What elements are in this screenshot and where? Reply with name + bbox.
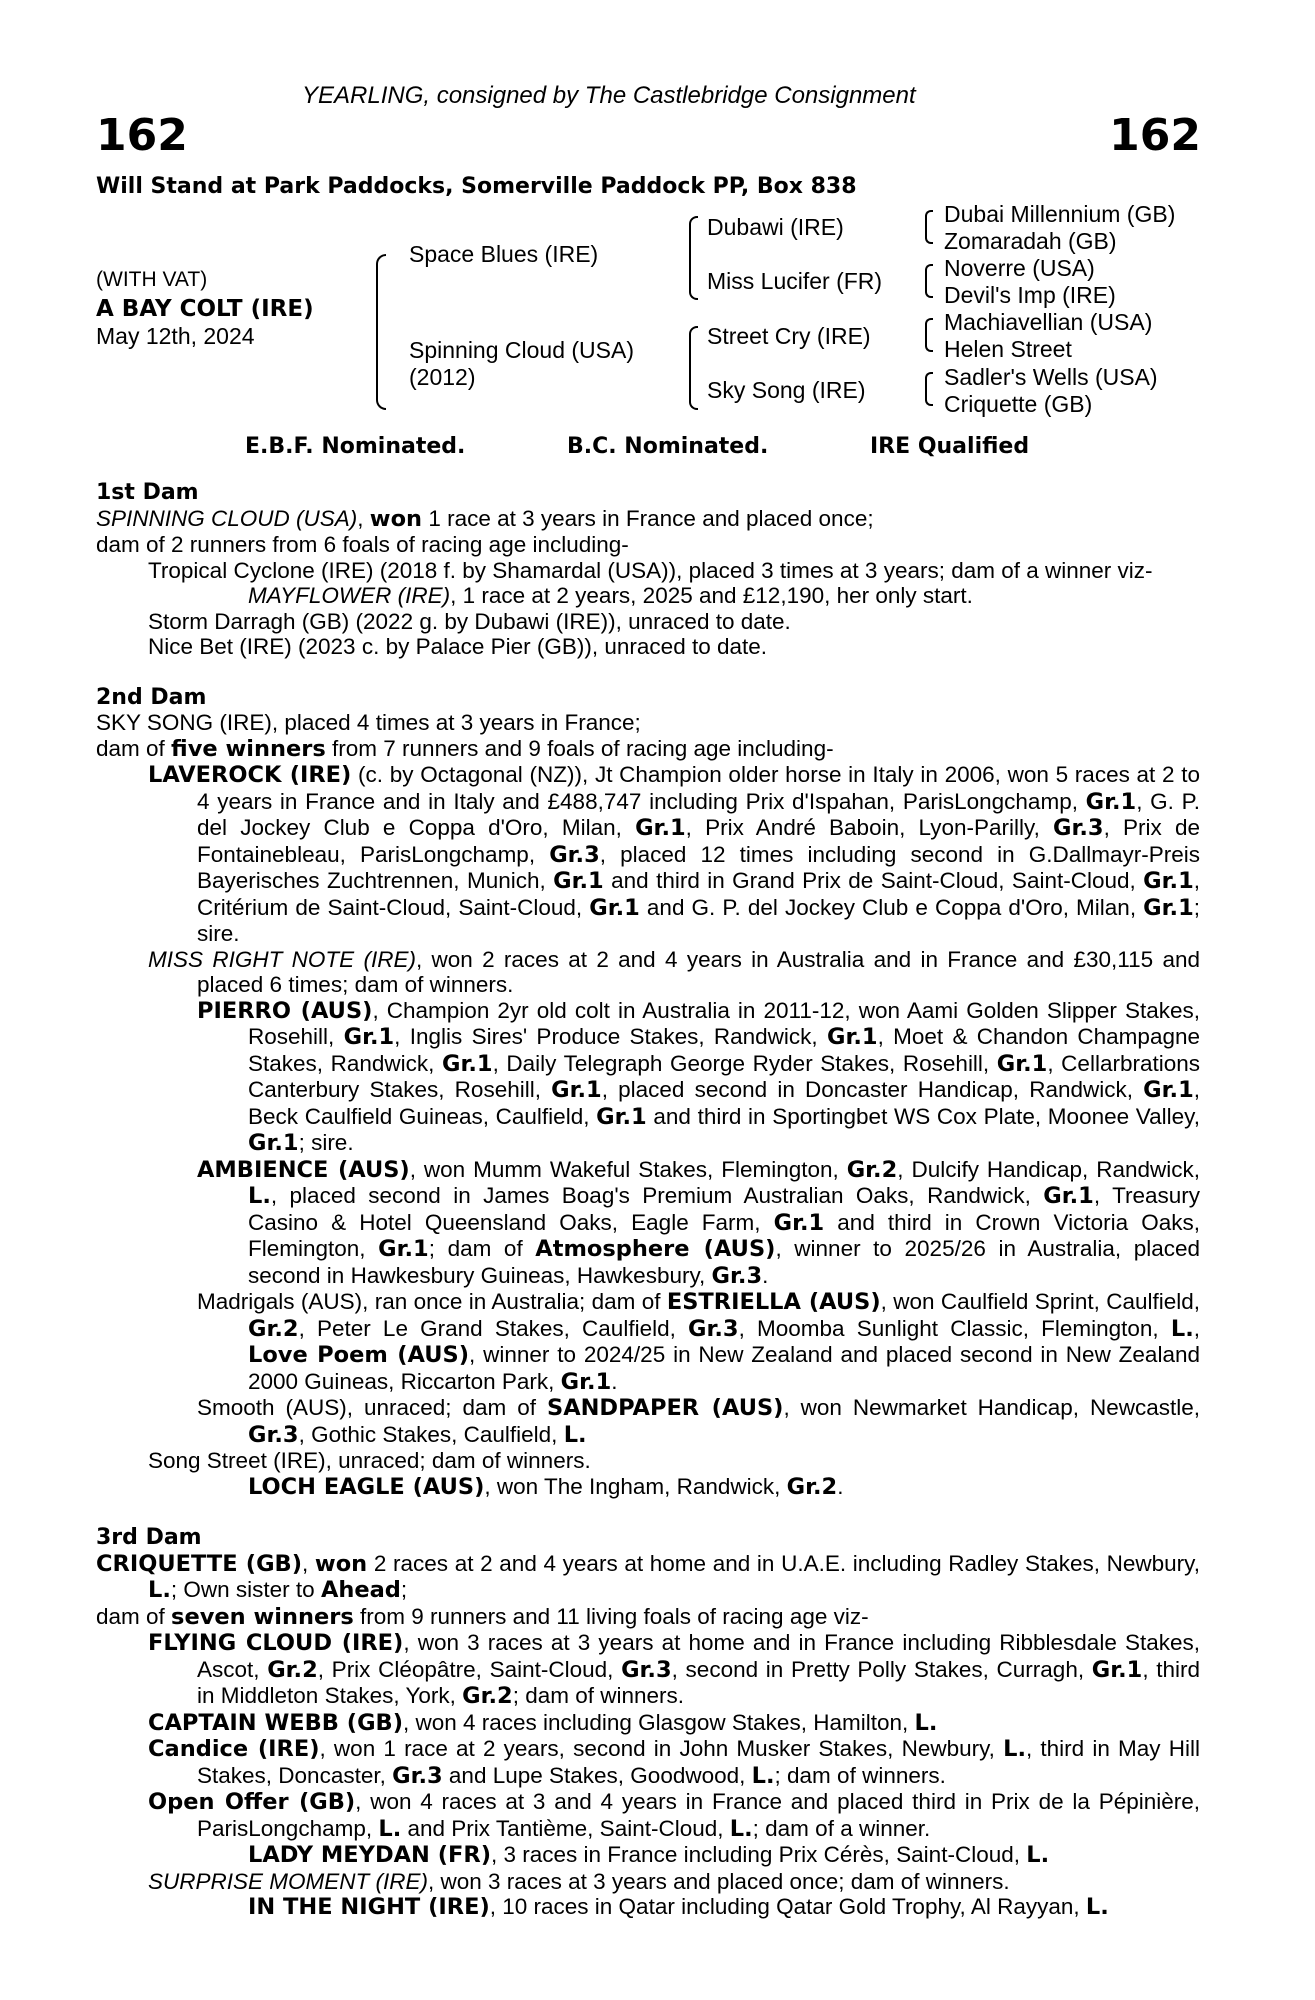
second-dam-progeny <box>96 762 1200 1500</box>
bold-text-run: L. <box>914 1709 938 1736</box>
progeny-entry <box>96 1869 1200 1895</box>
progeny-entry <box>96 609 1200 635</box>
bold-text-run: Gr.1 <box>996 1050 1048 1077</box>
bold-text-run: Ahead <box>320 1577 401 1603</box>
catalogue-body <box>96 480 1200 1921</box>
bold-text-run: Gr.1 <box>378 1236 429 1262</box>
bold-text-run: Atmosphere (AUS) <box>535 1236 776 1262</box>
bold-text-run: LADY MEYDAN (FR) <box>248 1842 491 1868</box>
bold-text-run: Love Poem (AUS) <box>248 1342 470 1368</box>
lot-number-left: 162 <box>96 110 188 161</box>
bold-text-run: Gr.1 <box>248 1130 299 1156</box>
progeny-entry <box>96 998 1200 1157</box>
text-run: , won Caulfield Sprint, Caulfield, <box>880 1289 1200 1314</box>
stabling-line: Will Stand at Park Paddocks, Somerville Paddock PP, Box 838 <box>96 174 857 199</box>
dam-year: (2012) <box>409 364 476 390</box>
lot-number-right: 162 <box>1109 110 1201 161</box>
text-run: , won 3 races at 3 years at home and in France including Ribblesdale Stakes, Ascot, <box>197 1630 1200 1682</box>
bold-text-run: Gr.1 <box>553 868 604 894</box>
bold-text-run: Candice (IRE) <box>148 1736 320 1762</box>
bold-text-run: Gr.1 <box>827 1024 878 1050</box>
bold-text-run: Gr.1 <box>1091 1656 1143 1683</box>
text-run: Song Street (IRE), unraced; dam of winners. <box>148 1448 591 1473</box>
pedigree-bracket-sire <box>689 216 698 300</box>
foaling-date: May 12th, 2024 <box>96 323 255 349</box>
bold-text-run: won <box>314 1550 368 1577</box>
dam-record <box>96 1551 1200 1604</box>
text-run: ; sire. <box>298 1130 354 1155</box>
bold-text-run: LOCH EAGLE (AUS) <box>248 1473 485 1500</box>
text-run: , Moet & Chandon Champagne Stakes, Randwick, <box>248 1024 1200 1076</box>
bold-text-run: Open Offer (GB) <box>148 1789 356 1815</box>
third-dam-lead <box>96 1551 1200 1604</box>
text-run: , Prix André Baboin, Lyon-Parilly, <box>685 815 1054 840</box>
grand-ancestor-2: Zomaradah (GB) <box>944 228 1117 254</box>
bold-text-run: Gr.1 <box>635 815 686 841</box>
text-run: ; dam of <box>428 1236 536 1261</box>
dam-dam-name: Sky Song (IRE) <box>707 377 866 403</box>
bold-text-run: Gr.2 <box>846 1156 898 1183</box>
progeny-entry <box>96 1630 1200 1710</box>
italic-text-run: SPINNING CLOUD (USA) <box>96 505 358 531</box>
third-dam-intro <box>96 1604 1200 1631</box>
text-run: , second in Pretty Polly Stakes, Curragh, <box>671 1656 1092 1682</box>
bold-text-run: L. <box>148 1577 171 1603</box>
text-run: , Champion 2yr old colt in Australia in 2011-12, won Aami Golden Slipper Stakes, Rosehill, <box>248 997 1200 1049</box>
bold-text-run: FLYING CLOUD (IRE) <box>148 1630 404 1656</box>
bold-text-run: Gr.1 <box>596 1103 647 1130</box>
section-heading: 1st Dam <box>96 480 199 505</box>
bold-text-run: SANDPAPER (AUS) <box>546 1395 784 1421</box>
text-run: (c. by Octagonal (NZ)), Jt Champion older horse in Italy in 2006, won 5 races at 2 to 4 years in France and in Italy and £488,747 including Prix d'Ispahan, ParisLongchamp, <box>197 762 1201 814</box>
progeny-entry <box>96 947 1200 998</box>
text-run: , won Mumm Wakeful Stakes, Flemington, <box>409 1156 847 1182</box>
progeny-entry <box>96 1395 1200 1448</box>
text-run: , won Newmarket Handicap, Newcastle, <box>783 1395 1200 1420</box>
first-dam-progeny <box>96 558 1200 660</box>
text-run: from 9 runners and 11 living foals of racing age viz- <box>353 1603 869 1629</box>
text-run: , placed second in Doncaster Handicap, Randwick, <box>601 1077 1144 1102</box>
bold-text-run: Gr.2 <box>462 1683 513 1709</box>
progeny-entry <box>96 762 1200 947</box>
bold-text-run: L. <box>729 1815 753 1842</box>
text-run: , 10 races in Qatar including Qatar Gold Trophy, Al Rayyan, <box>489 1894 1086 1919</box>
text-run: 2 races at 2 and 4 years at home and in U.A.E. including Radley Stakes, Newbury, <box>367 1550 1200 1576</box>
grand-ancestor-3: Noverre (USA) <box>944 255 1095 281</box>
bold-text-run: CRIQUETTE (GB) <box>96 1550 302 1577</box>
second-dam-section <box>96 685 1200 1501</box>
text-run: , won The Ingham, Randwick, <box>484 1473 787 1499</box>
progeny-entry <box>96 1289 1200 1395</box>
progeny-entry <box>96 634 1200 660</box>
text-line <box>96 532 1200 558</box>
ebf-nomination: E.B.F. Nominated. <box>245 434 466 459</box>
text-run: Smooth (AUS), unraced; dam of <box>197 1395 547 1420</box>
text-run: , won 4 races at 3 and 4 years in France and placed third in Prix de la Pépinière, ParisLongchamp, <box>197 1789 1201 1841</box>
text-run: , 3 races in France including Prix Cérès, Saint-Cloud, <box>491 1842 1027 1867</box>
progeny-entry <box>96 1157 1200 1290</box>
progeny-entry <box>96 1894 1200 1921</box>
text-run: ; dam of winners. <box>512 1683 685 1708</box>
bold-text-run: AMBIENCE (AUS) <box>197 1156 410 1183</box>
bold-text-run: Gr.3 <box>248 1421 299 1448</box>
bold-text-run: LAVEROCK (IRE) <box>148 762 352 788</box>
bold-text-run: Gr.3 <box>621 1656 672 1683</box>
progeny-entry <box>96 1710 1200 1737</box>
text-run: Nice Bet (IRE) (2023 c. by Palace Pier (GB)), unraced to date. <box>148 634 768 659</box>
bold-text-run: Gr.2 <box>786 1473 838 1500</box>
grand-ancestor-4: Devil's Imp (IRE) <box>944 282 1116 308</box>
text-run: dam of <box>96 735 172 761</box>
third-dam-progeny <box>96 1630 1200 1921</box>
bold-text-run: Gr.3 <box>549 841 600 868</box>
bold-text-run: Gr.3 <box>688 1315 739 1342</box>
ire-qualification: IRE Qualified <box>870 434 1030 459</box>
text-run: , third in May Hill Stakes, Doncaster, <box>197 1736 1200 1788</box>
third-dam-section <box>96 1525 1200 1921</box>
first-dam-section <box>96 480 1200 660</box>
grand-ancestor-1: Dubai Millennium (GB) <box>944 201 1176 227</box>
text-run: ; dam of winners. <box>774 1762 946 1788</box>
pedigree-bracket-g4 <box>925 372 933 406</box>
text-run: , won 2 races at 2 and 4 years in Australia and in France and £30,115 and placed 6 times; dam of winners. <box>197 946 1200 997</box>
bold-text-run: Gr.1 <box>1085 788 1137 815</box>
text-run: and G. P. del Jockey Club e Coppa d'Oro, Milan, <box>639 894 1144 920</box>
bold-text-run: Gr.1 <box>560 1368 612 1395</box>
text-run: from 7 runners and 9 foals of racing age including- <box>325 735 834 761</box>
bold-text-run: Gr.1 <box>442 1050 493 1077</box>
pedigree-bracket-g1 <box>925 210 933 244</box>
text-line <box>96 1604 1200 1631</box>
text-run: , <box>302 1550 315 1576</box>
bold-text-run: L. <box>378 1815 402 1842</box>
italic-text-run: SURPRISE MOMENT (IRE) <box>148 1868 429 1894</box>
text-run: , Treasury Casino & Hotel Queensland Oaks, Eagle Farm, <box>248 1183 1201 1235</box>
text-run: . <box>611 1368 618 1394</box>
text-run: , won 4 races including Glasgow Stakes, Hamilton, <box>402 1709 915 1735</box>
text-run: , placed second in James Boag's Premium Australian Oaks, Randwick, <box>270 1183 1044 1208</box>
text-run: , placed 12 times including second in G.Dallmayr-Preis Bayerisches Zuchtrennen, Munich, <box>197 841 1200 893</box>
bold-text-run: Gr.1 <box>343 1024 395 1050</box>
text-run: , won 3 races at 3 years and placed once; dam of winners. <box>428 1868 1010 1894</box>
bold-text-run: IN THE NIGHT (IRE) <box>248 1894 490 1920</box>
bold-text-run: Gr.1 <box>1143 868 1194 894</box>
bold-text-run: Gr.1 <box>1143 1077 1194 1103</box>
dam-name: Spinning Cloud (USA) <box>409 337 635 363</box>
progeny-entry <box>96 558 1200 584</box>
first-dam-intro <box>96 506 1200 558</box>
bold-text-run: won <box>369 505 423 532</box>
bold-text-run: L. <box>1170 1315 1194 1342</box>
bold-text-run: seven winners <box>171 1603 354 1630</box>
bold-text-run: Gr.2 <box>267 1656 318 1683</box>
text-run: ; sire. <box>197 894 1200 946</box>
text-run: , won 1 race at 2 years, second in John Musker Stakes, Newbury, <box>319 1736 1004 1761</box>
text-run: , Peter Le Grand Stakes, Caulfield, <box>298 1315 689 1341</box>
bold-text-run: Gr.1 <box>1143 894 1194 921</box>
second-dam-intro <box>96 710 1200 762</box>
text-run: , Critérium de Saint-Cloud, Saint-Cloud, <box>197 868 1200 920</box>
text-line <box>96 710 1200 736</box>
text-run: , Prix Cléopâtre, Saint-Cloud, <box>317 1656 622 1682</box>
text-run: and Lupe Stakes, Goodwood, <box>442 1762 752 1788</box>
bold-text-run: five winners <box>171 735 326 762</box>
text-run: Storm Darragh (GB) (2022 g. by Dubawi (IRE)), unraced to date. <box>148 608 791 634</box>
text-run: , 1 race at 2 years, 2025 and £12,190, her only start. <box>450 583 973 608</box>
text-run: 1 race at 3 years in France and placed once; <box>422 505 874 531</box>
bold-text-run: Gr.3 <box>1053 815 1104 841</box>
text-run: , G. P. del Jockey Club e Coppa d'Oro, Milan, <box>197 788 1200 840</box>
text-run: and third in Crown Victoria Oaks, Flemington, <box>248 1209 1200 1261</box>
bold-text-run: ESTRIELLA (AUS) <box>666 1289 881 1315</box>
progeny-entry <box>96 1448 1200 1474</box>
bold-text-run: PIERRO (AUS) <box>197 997 373 1024</box>
section-heading: 3rd Dam <box>96 1525 202 1550</box>
grand-ancestor-7: Sadler's Wells (USA) <box>944 364 1158 390</box>
sire-name: Space Blues (IRE) <box>409 241 599 267</box>
bold-text-run: Gr.3 <box>711 1262 763 1289</box>
sire-sire-name: Dubawi (IRE) <box>707 214 844 240</box>
text-run: . <box>762 1262 769 1288</box>
bold-text-run: Gr.1 <box>1043 1183 1094 1209</box>
text-run: , winner to 2024/25 in New Zealand and placed second in New Zealand 2000 Guineas, Riccarton Park, <box>248 1342 1200 1394</box>
text-run: and Prix Tantième, Saint-Cloud, <box>401 1815 730 1841</box>
text-run: , Inglis Sires' Produce Stakes, Randwick, <box>394 1024 827 1049</box>
bold-text-run: Gr.2 <box>248 1315 299 1342</box>
text-run: . <box>837 1473 844 1499</box>
text-run: , <box>357 505 370 531</box>
text-run: , Dulcify Handicap, Randwick, <box>897 1156 1200 1182</box>
sire-dam-name: Miss Lucifer (FR) <box>707 268 883 294</box>
grand-ancestor-5: Machiavellian (USA) <box>944 309 1153 335</box>
progeny-entry <box>96 583 1200 609</box>
bold-text-run: L. <box>248 1183 271 1209</box>
bold-text-run: Gr.1 <box>589 894 640 921</box>
text-run: Tropical Cyclone (IRE) (2018 f. by Shamardal (USA)), placed 3 times at 3 years; dam of a winner viz- <box>148 557 1153 583</box>
text-run: SKY SONG (IRE), placed 4 times at 3 years in France; <box>96 710 641 735</box>
bold-text-run: Gr.3 <box>392 1762 443 1789</box>
text-line <box>96 506 1200 533</box>
lot-name: A BAY COLT (IRE) <box>96 296 314 322</box>
text-run: and third in Sportingbet WS Cox Plate, Moonee Valley, <box>646 1103 1200 1129</box>
text-run: , <box>1193 1315 1201 1341</box>
consignor-line: YEARLING, consigned by The Castlebridge Consignment <box>302 82 916 109</box>
bold-text-run: Gr.1 <box>773 1209 825 1236</box>
progeny-entry <box>96 1789 1200 1842</box>
text-run: , Daily Telegraph George Ryder Stakes, Rosehill, <box>492 1050 997 1076</box>
progeny-entry <box>96 1474 1200 1501</box>
text-run: , Cellarbrations Canterbury Stakes, Rosehill, <box>248 1050 1200 1102</box>
text-run: , Prix de Fontainebleau, ParisLongchamp, <box>197 815 1201 867</box>
bold-text-run: L. <box>1026 1842 1050 1868</box>
text-run: , Gothic Stakes, Caulfield, <box>298 1421 564 1447</box>
pedigree-bracket-g3 <box>925 318 933 352</box>
text-run: , Beck Caulfield Guineas, Caulfield, <box>248 1077 1200 1129</box>
text-run: dam of <box>96 1603 172 1629</box>
pedigree-bracket-g2 <box>925 264 933 298</box>
text-line <box>96 736 1200 763</box>
text-run: dam of 2 runners from 6 foals of racing age including- <box>96 532 629 557</box>
pedigree-bracket-dam <box>689 326 698 410</box>
vat-note: (WITH VAT) <box>96 268 208 291</box>
italic-text-run: MISS RIGHT NOTE (IRE) <box>148 946 416 972</box>
grand-ancestor-6: Helen Street <box>944 336 1072 362</box>
bc-nomination: B.C. Nominated. <box>567 434 769 459</box>
bold-text-run: L. <box>563 1421 587 1448</box>
progeny-entry <box>96 1736 1200 1789</box>
bold-text-run: Gr.1 <box>551 1077 602 1103</box>
text-run: ; Own sister to <box>170 1577 321 1602</box>
dam-sire-name: Street Cry (IRE) <box>707 323 871 349</box>
text-run: and third in Grand Prix de Saint-Cloud, Saint-Cloud, <box>603 868 1144 893</box>
text-run: ; dam of a winner. <box>752 1815 931 1841</box>
progeny-entry <box>96 1842 1200 1869</box>
text-run: ; <box>400 1577 408 1602</box>
text-run: , Moomba Sunlight Classic, Flemington, <box>738 1315 1171 1341</box>
text-run: , third in Middleton Stakes, York, <box>197 1656 1201 1708</box>
bold-text-run: L. <box>751 1762 775 1789</box>
bold-text-run: CAPTAIN WEBB (GB) <box>148 1709 403 1736</box>
bold-text-run: L. <box>1085 1894 1109 1920</box>
text-run: , winner to 2025/26 in Australia, placed second in Hawkesbury Guineas, Hawkesbury, <box>248 1236 1201 1288</box>
pedigree-bracket-main <box>376 254 386 410</box>
text-run: Madrigals (AUS), ran once in Australia; dam of <box>197 1289 667 1314</box>
bold-text-run: L. <box>1003 1736 1026 1762</box>
grand-ancestor-8: Criquette (GB) <box>944 391 1093 417</box>
section-heading: 2nd Dam <box>96 684 207 710</box>
italic-text-run: MAYFLOWER (IRE) <box>248 583 451 608</box>
